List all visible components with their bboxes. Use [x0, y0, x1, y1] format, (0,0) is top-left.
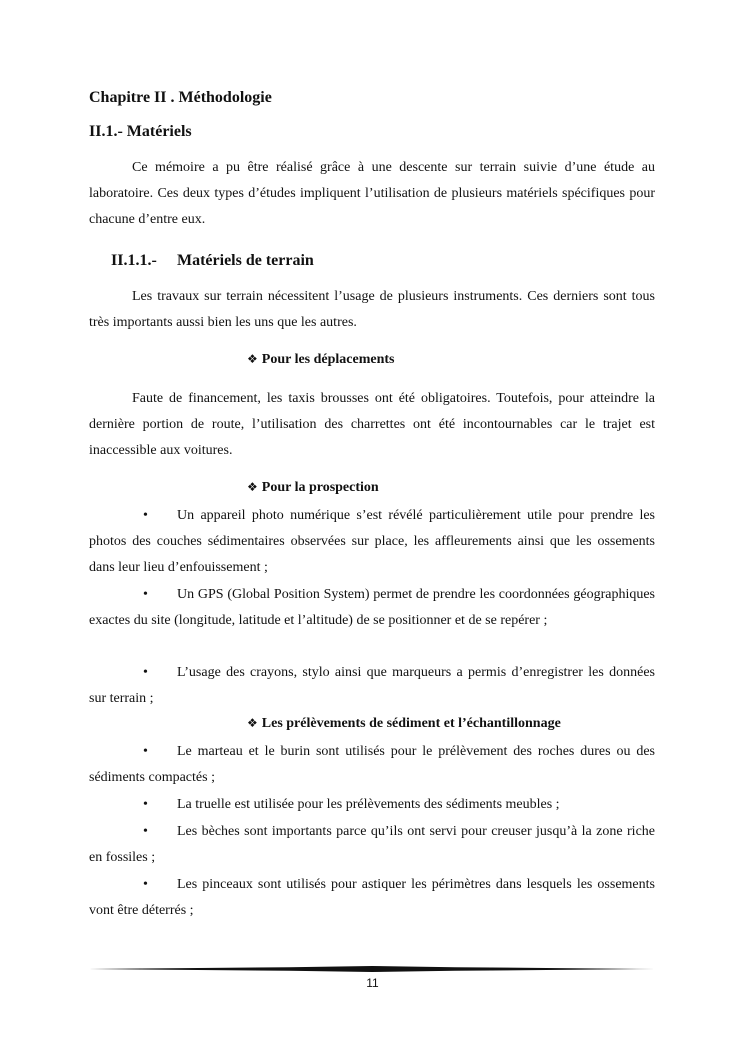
list-item [89, 660, 655, 712]
list-item [89, 582, 655, 634]
prelevements-title: Les prélèvements de sédiment et l’échantillonnage [261, 716, 561, 731]
bullet-icon: • [143, 824, 148, 839]
prospection-heading [247, 480, 379, 496]
subsection-title: Matériels de terrain [177, 252, 314, 269]
list-item-text: Les pinceaux sont utilisés pour astiquer les périmètres dans lesquels les ossements vont être déterrés ; [89, 877, 655, 918]
field-intro-paragraph: Les travaux sur terrain nécessitent l’usage de plusieurs instruments. Ces derniers sont tous très importants aussi bien les uns que les autres. [89, 289, 655, 330]
footer-divider [89, 966, 655, 972]
intro-paragraph: Ce mémoire a pu être réalisé grâce à une descente sur terrain suivie d’une étude au laboratoire. Ces deux types d’études impliquent l’utilisation de plusieurs matériels spécifiques pour chacune d’entre eux. [89, 160, 655, 227]
list-item-text: Le marteau et le burin sont utilisés pour le prélèvement des roches dures ou des sédiments compactés ; [89, 744, 655, 785]
list-item-text: L’usage des crayons, stylo ainsi que marqueurs a permis d’enregistrer les données sur terrain ; [89, 665, 655, 706]
section-number: II.1.- [89, 123, 123, 140]
bullet-icon: • [143, 665, 148, 680]
bullet-icon: • [143, 797, 148, 812]
list-item [89, 503, 655, 581]
deplacements-paragraph: Faute de financement, les taxis brousses ont été obligatoires. Toutefois, pour atteindre la dernière portion de route, l’utilisation des charrettes ont été incontournables car le trajet est inaccessible aux voitures. [89, 391, 655, 458]
diamond-bullet-icon: ❖ [247, 352, 258, 366]
diamond-bullet-icon: ❖ [247, 480, 258, 494]
list-item [89, 792, 655, 818]
list-item-text: La truelle est utilisée pour les prélèvements des sédiments meubles ; [177, 797, 560, 812]
prospection-title: Pour la prospection [261, 480, 379, 495]
bullet-icon: • [143, 587, 148, 602]
bullet-icon: • [143, 877, 148, 892]
section-title: Matériels [126, 123, 192, 140]
bullet-icon: • [143, 508, 148, 523]
diamond-bullet-icon: ❖ [247, 716, 258, 730]
section-heading [89, 123, 192, 141]
subsection-heading [111, 252, 314, 270]
list-item-text: Un appareil photo numérique s’est révélé particulièrement utile pour prendre les photos des couches sédimentaires observées sur place, les affleurements ainsi que les ossements dans leur lieu d’enfouissement ; [89, 508, 655, 575]
chapter-title: Chapitre II . Méthodologie [89, 89, 272, 106]
bullet-icon: • [143, 744, 148, 759]
deplacements-heading [247, 352, 395, 368]
page-number: 11 [366, 976, 379, 990]
list-item-text: Les bèches sont importants parce qu’ils ont servi pour creuser jusqu’à la zone riche en fossiles ; [89, 824, 655, 865]
list-item [89, 872, 655, 924]
subsection-number: II.1.1.- [111, 252, 157, 269]
list-item [89, 739, 655, 791]
prelevements-heading [247, 716, 561, 732]
list-item-text: Un GPS (Global Position System) permet de prendre les coordonnées géographiques exactes du site (longitude, latitude et l’altitude) de se positionner et de se repérer ; [89, 587, 655, 628]
deplacements-title: Pour les déplacements [261, 352, 395, 367]
list-item [89, 819, 655, 871]
